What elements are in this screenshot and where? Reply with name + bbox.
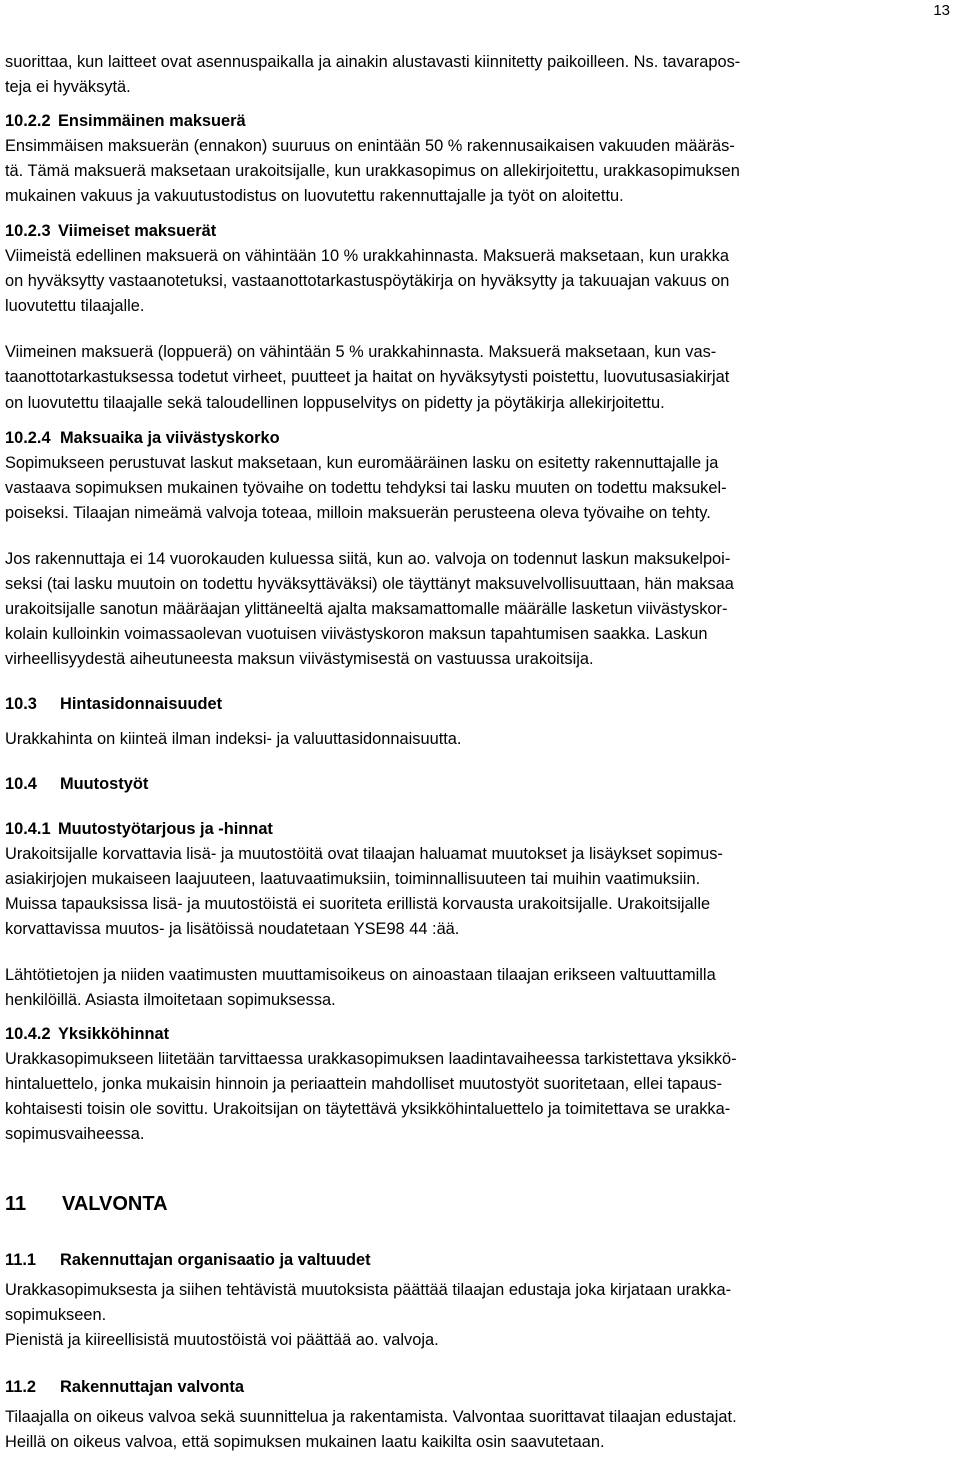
paragraph-line: sopimukseen. (5, 1306, 107, 1324)
section-title: Yksikköhinnat (58, 1025, 170, 1043)
paragraph-line: hintaluettelo, jonka mukaisin hinnoin ja periaattein mahdolliset muutostyöt suoritetaan, ellei tapaus- (5, 1075, 723, 1093)
section-number: 10.3 (5, 695, 37, 713)
paragraph-line: on luovutettu tilaajalle sekä taloudellinen loppuselvitys on pidetty ja pöytäkirja allekirjoitettu. (5, 394, 665, 412)
section-number: 10.4.1 (5, 820, 51, 838)
section-number: 11.1 (5, 1251, 36, 1269)
section-heading-10-4-2 (5, 1024, 169, 1044)
section-title: Hintasidonnaisuudet (60, 695, 223, 713)
section-number: 10.4 (5, 775, 37, 793)
section-number: 10.2.4 (5, 429, 51, 447)
paragraph-line: tä. Tämä maksuerä maksetaan urakoitsijalle, kun urakkasopimus on allekirjoitettu, urakkasopimuksen (5, 162, 740, 180)
paragraph-line: Urakoitsijalle korvattavia lisä- ja muutostöitä ovat tilaajan haluamat muutokset ja lisäykset sopimus- (5, 845, 723, 863)
section-heading-11-1 (5, 1250, 371, 1270)
section-heading-10-2-2 (5, 111, 246, 131)
paragraph-line: on hyväksytty vastaanotetuksi, vastaanottotarkastuspöytäkirja on hyväksytty ja takuuajan vakuus on (5, 272, 730, 290)
section-title: VALVONTA (62, 1193, 168, 1215)
section-heading-10-4 (5, 774, 148, 794)
paragraph-line: virheellisyydestä aiheutuneesta maksun viivästymisestä on vastuussa urakoitsija. (5, 650, 594, 668)
section-number: 10.4.2 (5, 1025, 51, 1043)
paragraph-line: Ensimmäisen maksuerän (ennakon) suuruus on enintään 50 % rakennusaikaisen vakuuden määräs- (5, 137, 735, 155)
section-heading-10-2-3 (5, 221, 216, 241)
paragraph-line: Sopimukseen perustuvat laskut maksetaan, kun euromääräinen lasku on esitetty rakennuttajalle ja (5, 454, 719, 472)
paragraph-line: urakoitsijalle sanotun määräajan ylittäneeltä ajalta maksamattomalle määrälle lasketun viivästyskor- (5, 600, 728, 618)
section-title: Rakennuttajan organisaatio ja valtuudet (60, 1251, 371, 1269)
section-title: Ensimmäinen maksuerä (58, 112, 246, 130)
paragraph-line: Urakkasopimuksesta ja siihen tehtävistä muutoksista päättää tilaajan edustaja joka kirjataan urakka- (5, 1281, 732, 1299)
paragraph-line: teja ei hyväksytä. (5, 78, 131, 96)
paragraph-line: kohtaisesti toisin ole sovittu. Urakoitsijan on täytettävä yksikköhintaluettelo ja toimitettava se urakka- (5, 1100, 731, 1118)
paragraph-line: Urakkasopimukseen liitetään tarvittaessa urakkasopimuksen laadintavaiheessa tarkistettava yksikkö- (5, 1050, 737, 1068)
section-number: 11.2 (5, 1378, 36, 1396)
paragraph-line: luovutettu tilaajalle. (5, 297, 145, 315)
section-heading-10-4-1 (5, 819, 273, 839)
paragraph-line: sopimusvaiheessa. (5, 1125, 145, 1143)
paragraph-line: Muissa tapauksissa lisä- ja muutostöistä ei suoriteta erillistä korvausta urakoitsijalle. Urakoitsijalle (5, 895, 711, 913)
section-heading-10-3 (5, 694, 222, 714)
paragraph-line: Pienistä ja kiireellisistä muutostöistä voi päättää ao. valvoja. (5, 1331, 439, 1349)
paragraph-line: poiseksi. Tilaajan nimeämä valvoja toteaa, milloin maksuerän perusteena oleva työvaihe on tehty. (5, 504, 711, 522)
section-title: Muutostyöt (60, 775, 149, 793)
section-number: 10.2.3 (5, 222, 51, 240)
paragraph-line: Viimeinen maksuerä (loppuerä) on vähintään 5 % urakkahinnasta. Maksuerä maksetaan, kun vas- (5, 343, 717, 361)
section-title: Viimeiset maksuerät (58, 222, 217, 240)
paragraph-line: suorittaa, kun laitteet ovat asennuspaikalla ja ainakin alustavasti kiinnitetty paikoilleen. Ns. tavarapos- (5, 53, 741, 71)
paragraph-line: Jos rakennuttaja ei 14 vuorokauden kuluessa siitä, kun ao. valvoja on todennut laskun maksukelpoi- (5, 550, 731, 568)
paragraph-line: Urakkahinta on kiinteä ilman indeksi- ja valuuttasidonnaisuutta. (5, 730, 462, 748)
paragraph-line: mukainen vakuus ja vakuutustodistus on luovutettu rakennuttajalle ja työt on aloitettu. (5, 187, 624, 205)
section-number: 11 (5, 1193, 27, 1215)
page-number: 13 (933, 2, 950, 19)
section-number: 10.2.2 (5, 112, 51, 130)
paragraph-line: Viimeistä edellinen maksuerä on vähintään 10 % urakkahinnasta. Maksuerä maksetaan, kun urakka (5, 247, 730, 265)
section-title: Rakennuttajan valvonta (60, 1378, 244, 1396)
paragraph-line: kolain kulloinkin voimassaolevan vuotuisen viivästyskoron maksun tapahtumisen saakka. Laskun (5, 625, 708, 643)
paragraph-line: Tilaajalla on oikeus valvoa sekä suunnittelua ja rakentamista. Valvontaa suorittavat tilaajan edustajat. (5, 1408, 737, 1426)
paragraph-line: asiakirjojen mukaiseen laajuuteen, laatuvaatimuksiin, toiminnallisuuteen tai muihin vaatimuksiin. (5, 870, 701, 888)
paragraph-line: vastaava sopimuksen mukainen työvaihe on todettu tehdyksi tai lasku muuten on todettu maksukel- (5, 479, 727, 497)
paragraph-line: taanottotarkastuksessa todetut virheet, puutteet ja haitat on hyväksytysti poistettu, luovutusasiakirjat (5, 368, 730, 386)
section-title: Maksuaika ja viivästyskorko (60, 429, 280, 447)
paragraph-line: korvattavissa muutos- ja lisätöissä noudatetaan YSE98 44 :ää. (5, 920, 460, 938)
paragraph-line: seksi (tai lasku muutoin on todettu hyväksyttäväksi) ole täyttänyt maksuvelvollisuuttaan, hän maksaa (5, 575, 734, 593)
section-title: Muutostyötarjous ja -hinnat (58, 820, 273, 838)
paragraph-line: henkilöillä. Asiasta ilmoitetaan sopimuksessa. (5, 991, 336, 1009)
section-heading-11-2 (5, 1377, 244, 1397)
paragraph-line: Heillä on oikeus valvoa, että sopimuksen mukainen laatu kaikilta osin saavutetaan. (5, 1433, 605, 1451)
chapter-heading-11 (5, 1191, 168, 1217)
paragraph-line: Lähtötietojen ja niiden vaatimusten muuttamisoikeus on ainoastaan tilaajan erikseen valtuuttamilla (5, 966, 716, 984)
section-heading-10-2-4 (5, 428, 280, 448)
